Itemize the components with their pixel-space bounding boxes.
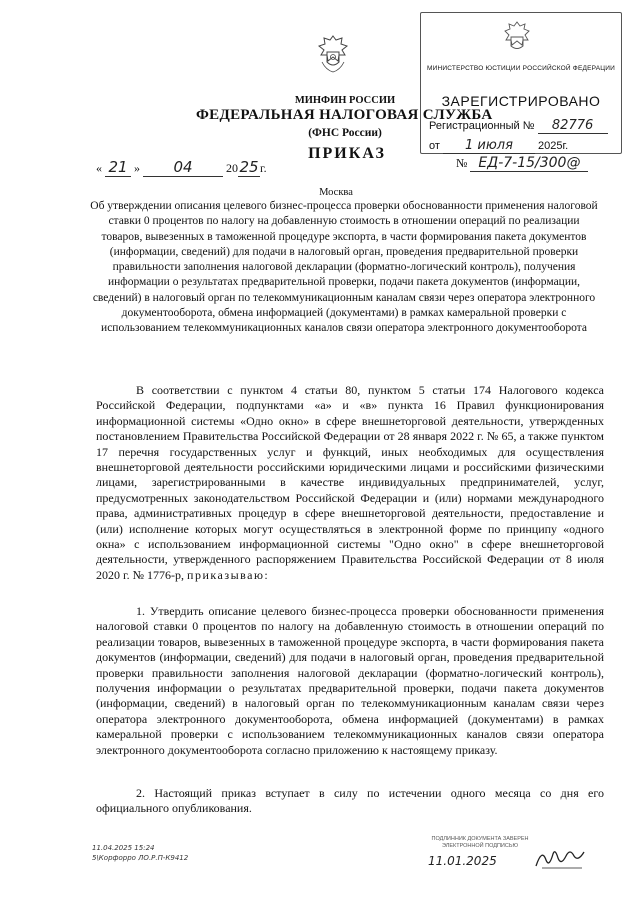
stamp-year: 2025г. <box>538 140 569 152</box>
service-short-name: (ФНС России) <box>308 127 382 139</box>
registration-stamp <box>420 12 622 154</box>
preamble-paragraph <box>96 383 604 583</box>
footer-code: 5\Корфорро ЛО.Р.П-К9412 <box>92 854 189 862</box>
date-open-quote: « <box>96 161 102 175</box>
stamp-reg-number: 82776 <box>538 118 608 134</box>
footer-metadata <box>92 843 188 863</box>
date-year-suffix: 25 <box>239 158 259 176</box>
order-number <box>456 155 588 172</box>
footer-timestamp: 11.04.2025 15:24 <box>92 844 155 852</box>
paragraph-2: 2. Настоящий приказ вступает в силу по истечении одного месяца со дня его официального опубликования. <box>96 786 604 816</box>
stamp-emblem-icon <box>499 19 535 59</box>
certification-date: 11.01.2025 <box>428 854 497 868</box>
city: Москва <box>319 187 353 198</box>
signature-icon <box>532 844 588 872</box>
order-date <box>96 158 267 177</box>
date-year-prefix: 20 <box>226 161 238 175</box>
stamp-date-label: от <box>429 140 440 152</box>
stamp-date-line <box>429 138 568 154</box>
stamp-registered: ЗАРЕГИСТРИРОВАНО <box>441 93 601 109</box>
date-day: 21 <box>105 158 131 177</box>
order-title: ПРИКАЗ <box>308 145 386 162</box>
certification-stamp-text: ПОДЛИННИК ДОКУМЕНТА ЗАВЕРЕН ЭЛЕКТРОННОЙ ПОДПИСЬЮ <box>431 836 529 849</box>
stamp-date-value: 1 июля <box>443 138 535 154</box>
service-name: ФЕДЕРАЛЬНАЯ НАЛОГОВАЯ СЛУЖБА <box>196 107 493 123</box>
number-prefix: № <box>456 156 468 170</box>
document-heading: Об утверждении описания целевого бизнес-процесса проверки обоснованности применения налоговой ставки 0 процентов по налогу на добавленную стоимость в отношении операций по реализации товаров, вывезенных в таможенной процедуре экспорта, в части формирования пакета документов (информации, сведений) для подачи в налоговый орган, проведения предварительной проверки правильности заполнения налоговой декларации (форматно-логический контроль), получения информации о результатах предварительной проверки, подачи пакета документов (информации, сведений) в налоговый орган по телекоммуникационным каналам связи через оператора электронного документооборота, обмена информацией (документами) в рамках камеральной проверки с использованием телекоммуникационных каналов связи оператора электронного документооборота <box>90 200 598 335</box>
certification-stamp <box>420 836 610 876</box>
preamble-text: В соответствии с пунктом 4 статьи 80, пунктом 5 статьи 174 Налогового кодекса Российской Федерации, подпунктами «а» и «в» пункта 16 Правил функционирования информационной системы «Одно окно» в сфере внешнеторговой деятельности, утвержденных постановлением Правительства Российской Федерации от 28 января 2022 г. № 65, а также пунктом 17 перечня государственных услуг и функций, иных необходимых для осуществления внешнеторговой деятельности российскими юридическими лицами и российскими физическими лицами, зарегистрированными в качестве индивидуальных предпринимателей, услуг, предусмотренных законодательством Российской Федерации и (или) нормами международного права, административных процедур в сфере внешнеторговой деятельности, предоставление и (или) исполнение которых могут осуществляться в электронной форме по принципу «одного окна» с использованием информационной системы "Одно окно" в сфере внешнеторговой деятельности, утвержденного распоряжением Правительства Российской Федерации от 8 июля 2020 г. № 1776-р, <box>96 383 604 582</box>
stamp-ministry: МИНИСТЕРСТВО ЮСТИЦИИ РОССИЙСКОЙ ФЕДЕРАЦИИ <box>426 65 616 72</box>
stamp-reg-label: Регистрационный № <box>429 120 535 132</box>
date-close-quote: » <box>134 161 140 175</box>
ministry-name: МИНФИН РОССИИ <box>294 95 396 106</box>
number-value: ЕД-7-15/300@ <box>470 155 588 172</box>
date-year-mark: г. <box>260 161 267 175</box>
order-word: приказываю: <box>187 567 270 582</box>
coat-of-arms-icon <box>314 32 352 76</box>
stamp-reg-number-line <box>429 118 608 134</box>
paragraph-1: 1. Утвердить описание целевого бизнес-процесса проверки обоснованности применения налоговой ставки 0 процентов по налогу на добавленную стоимость в отношении операций по реализации товаров, вывезенных в таможенной процедуре экспорта, в части формирования пакета документов (информации, сведений) для подачи в налоговый орган, проведения предварительной проверки правильности заполнения налоговой декларации (форматно-логический контроль), получения информации о результатах предварительной проверки, подачи пакета документов (информации, сведений) в налоговый орган по телекоммуникационным каналам связи через оператора электронного документооборота, обмена информацией (документами) в рамках камеральной проверки с использованием телекоммуникационных каналов связи оператора электронного документооборота согласно приложению к настоящему приказу. <box>96 604 604 757</box>
date-month: 04 <box>143 158 223 177</box>
